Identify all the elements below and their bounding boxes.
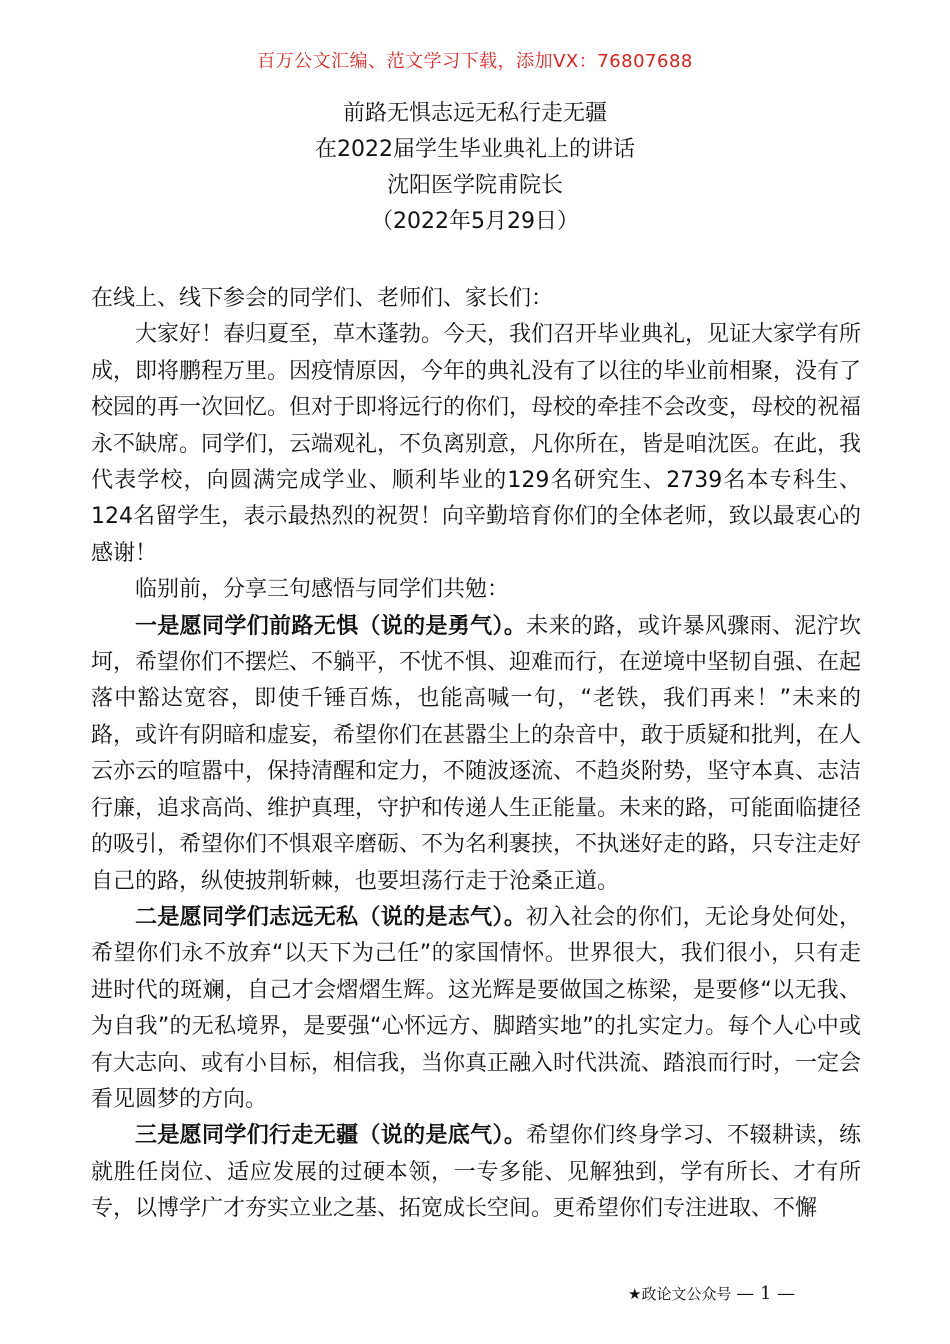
point-one-heading: 一是愿同学们前路无惧（说的是勇气）。 — [135, 613, 527, 639]
salutation: 在线上、线下参会的同学们、老师们、家长们： — [91, 286, 554, 311]
point-two-text: 初入社会的你们，无论身处何处，希望你们永不放弃“以天下为己任”的家国情怀。世界很大，我们很小，只有走进时代的斑斓，自己才会熠熠生辉。这光辉是要做国之栋梁，是要修“以无我、为自我”的无私境界，是要强“心怀远方、脚踏实地”的扎实定力。每个人心中或有大志向、或有小目标，相信我，当你真正融入时代洪流、踏浪而行时，一定会看见圆梦的方向。 — [91, 904, 862, 1112]
speech-body — [91, 281, 861, 1228]
page-number: — 1 — — [736, 1283, 796, 1304]
paragraph-courage — [91, 609, 861, 900]
speech-heading — [0, 96, 950, 240]
point-three-text: 希望你们终身学习、不辍耕读，练就胜任岗位、适应发展的过硬本领，一专多能、见解独到，学有所长、才有所专，以博学广才夯实立业之基、拓宽成长空间。更希望你们专注进取、不懈 — [91, 1123, 861, 1222]
footer-source: ★政论文公众号 — [628, 1285, 732, 1303]
paragraph-confidence — [91, 1118, 861, 1227]
paragraph-greeting: 大家好！春归夏至，草木蓬勃。今天，我们召开毕业典礼，见证大家学有所成，即将鹏程万里。因疫情原因，今年的典礼没有了以往的毕业前相聚，没有了校园的再一次回忆。但对于即将远行的你们，母校的牵挂不会改变，母校的祝福永不缺席。同学们，云端观礼，不负离别意，凡你所在，皆是咱沈医。在此，我代表学校，向圆满完成学业、顺利毕业的129名研究生、2739名本专科生、124名留学生，表示最热烈的祝贺！向辛勤培育你们的全体老师，致以最衷心的感谢！ — [91, 322, 862, 566]
point-three-heading: 三是愿同学们行走无疆（说的是底气）。 — [135, 1123, 527, 1149]
point-one-text: 未来的路，或许暴风骤雨、泥泞坎坷，希望你们不摆烂、不躺平，不忧不惧、迎难而行，在逆境中坚韧自强、在起落中豁达宽容，即使千锤百炼，也能高喊一句，“老铁，我们再来！”未来的路，或许有阴暗和虚妄，希望你们在甚嚣尘上的杂音中，敢于质疑和批判，在人云亦云的喧嚣中，保持清醒和定力，不随波逐流、不趋炎附势，坚守本真、志洁行廉，追求高尚、维护真理，守护和传递人生正能量。未来的路，可能面临捷径的吸引，希望你们不惧艰辛磨砺、不为名利裹挟，不执迷好走的路，只专注走好自己的路，纵使披荆斩棘，也要坦荡行走于沧桑正道。 — [91, 613, 862, 894]
speech-date: （2022年5月29日） — [371, 209, 579, 234]
page-footer — [628, 1283, 795, 1304]
paragraph-intro: 临别前，分享三句感悟与同学们共勉： — [135, 577, 510, 603]
point-two-heading: 二是愿同学们志远无私（说的是志气）。 — [135, 904, 527, 930]
speech-subtitle: 在2022届学生毕业典礼上的讲话 — [315, 137, 635, 162]
speaker-name: 沈阳医学院甫院长 — [386, 173, 563, 198]
speech-title: 前路无惧志远无私行走无疆 — [342, 101, 607, 126]
paragraph-ambition — [91, 900, 861, 1118]
download-banner: 百万公文汇编、范文学习下载，添加VX：76807688 — [257, 51, 693, 72]
